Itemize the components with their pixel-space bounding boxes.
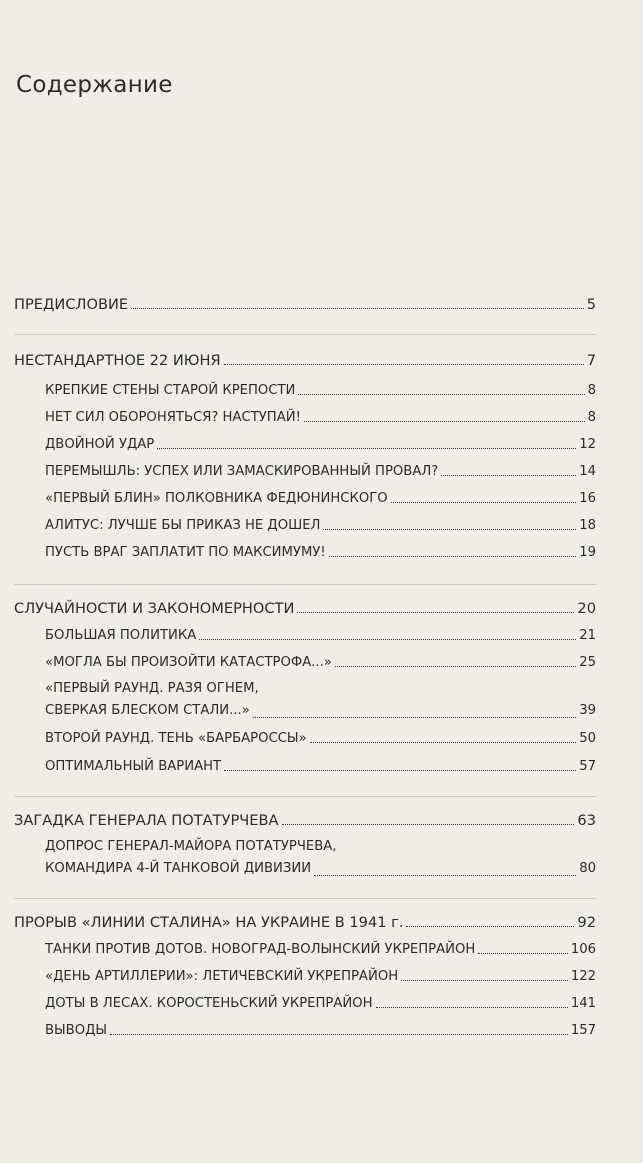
toc-label: ВТОРОЙ РАУНД. ТЕНЬ «БАРБАРОССЫ» [45,731,307,746]
toc-entry-section[interactable] [45,490,596,507]
leader-dots [157,448,576,449]
toc-entry-chapter[interactable] [14,352,596,369]
toc-entry-section[interactable] [45,463,596,480]
section-divider [14,334,596,335]
toc-page: 8 [587,410,596,425]
toc-label: КОМАНДИРА 4-Й ТАНКОВОЙ ДИВИЗИИ [45,861,312,876]
leader-dots [310,742,577,743]
leader-dots [314,875,576,876]
toc-entry-section[interactable] [45,654,596,671]
toc-entry-section[interactable] [45,544,596,561]
toc-page: 7 [586,352,596,369]
toc-page: 14 [579,464,596,479]
toc-label: ТАНКИ ПРОТИВ ДОТОВ. НОВОГРАД-ВОЛЫНСКИЙ УКРЕПРАЙОН [45,942,476,957]
toc-page: 50 [579,731,596,746]
toc-label: НЕТ СИЛ ОБОРОНЯТЬСЯ? НАСТУПАЙ! [45,410,301,425]
toc-entry-section[interactable] [45,758,596,775]
toc-label: ПЕРЕМЫШЛЬ: УСПЕХ ИЛИ ЗАМАСКИРОВАННЫЙ ПРОВАЛ? [45,464,439,479]
toc-label: «ДЕНЬ АРТИЛЛЕРИИ»: ЛЕТИЧЕВСКИЙ УКРЕПРАЙОН [45,969,399,984]
toc-label: СЛУЧАЙНОСТИ И ЗАКОНОМЕРНОСТИ [14,600,295,617]
toc-label: ДВОЙНОЙ УДАР [45,437,155,452]
section-divider [14,796,596,797]
leader-dots [401,980,568,981]
leader-dots [304,421,585,422]
leader-dots [376,1007,568,1008]
leader-dots [406,926,574,927]
toc-entry-section-multiline[interactable] [45,836,596,880]
toc-entry-chapter[interactable] [14,914,596,931]
leader-dots [335,666,576,667]
leader-dots [253,717,576,718]
leader-dots [110,1034,568,1035]
toc-entry-chapter[interactable] [14,600,596,617]
toc-entry-preface[interactable] [14,296,596,313]
toc-page: 8 [587,383,596,398]
toc-label: АЛИТУС: ЛУЧШЕ БЫ ПРИКАЗ НЕ ДОШЕЛ [45,518,321,533]
toc-page: 12 [579,437,596,452]
toc-label: СВЕРКАЯ БЛЕСКОМ СТАЛИ...» [45,703,250,718]
toc-page: 157 [570,1023,596,1038]
toc-page: 16 [579,491,596,506]
toc-label: ПРОРЫВ «ЛИНИИ СТАЛИНА» НА УКРАИНЕ В 1941 г. [14,914,404,931]
toc-label: ЗАГАДКА ГЕНЕРАЛА ПОТАТУРЧЕВА [14,812,279,829]
toc-label: ДОТЫ В ЛЕСАХ. КОРОСТЕНЬСКИЙ УКРЕПРАЙОН [45,996,373,1011]
leader-dots [478,953,568,954]
toc-page: 141 [570,996,596,1011]
leader-dots [391,502,577,503]
toc-label: НЕСТАНДАРТНОЕ 22 ИЮНЯ [14,352,221,369]
leader-dots [199,639,576,640]
toc-label-line1: ДОПРОС ГЕНЕРАЛ-МАЙОРА ПОТАТУРЧЕВА, [45,839,337,854]
toc-entry-section[interactable] [45,409,596,426]
toc-label: «МОГЛА БЫ ПРОИЗОЙТИ КАТАСТРОФА...» [45,655,332,670]
leader-dots [297,612,574,613]
toc-page: 20 [577,600,596,617]
toc-page: 5 [586,296,596,313]
toc-page: 19 [579,545,596,560]
toc-label: ПУСТЬ ВРАГ ЗАПЛАТИТ ПО МАКСИМУМУ! [45,545,326,560]
toc-page: 39 [579,703,596,718]
toc-label: ПРЕДИСЛОВИЕ [14,296,129,313]
toc-page: 21 [579,628,596,643]
toc-entry-section[interactable] [45,436,596,453]
section-divider [14,584,596,585]
toc-page: 63 [577,812,596,829]
section-divider [14,898,596,899]
leader-dots [329,556,577,557]
toc-label: «ПЕРВЫЙ БЛИН» ПОЛКОВНИКА ФЕДЮНИНСКОГО [45,491,388,506]
toc-entry-section[interactable] [45,941,596,958]
toc-label: КРЕПКИЕ СТЕНЫ СТАРОЙ КРЕПОСТИ [45,383,296,398]
leader-dots [323,529,576,530]
toc-page: 80 [579,861,596,876]
leader-dots [224,770,576,771]
toc-page: 57 [579,759,596,774]
leader-dots [298,394,584,395]
toc-entry-section-multiline[interactable] [45,678,596,722]
toc-page: 25 [579,655,596,670]
toc-page: 106 [570,942,596,957]
toc-entry-section[interactable] [45,1022,596,1039]
toc-label: ВЫВОДЫ [45,1023,108,1038]
leader-dots [224,364,584,365]
toc-page: 18 [579,518,596,533]
toc-entry-section[interactable] [45,968,596,985]
toc-entry-chapter[interactable] [14,812,596,829]
toc-page: 92 [577,914,596,931]
toc-entry-section[interactable] [45,627,596,644]
page-title: Содержание [16,72,173,98]
toc-label-line1: «ПЕРВЫЙ РАУНД. РАЗЯ ОГНЕМ, [45,681,259,696]
toc-label: БОЛЬШАЯ ПОЛИТИКА [45,628,197,643]
leader-dots [282,824,575,825]
toc-page: 122 [570,969,596,984]
toc-entry-section[interactable] [45,995,596,1012]
toc-label: ОПТИМАЛЬНЫЙ ВАРИАНТ [45,759,222,774]
toc-entry-section[interactable] [45,730,596,747]
leader-dots [131,308,584,309]
toc-entry-section[interactable] [45,382,596,399]
toc-entry-section[interactable] [45,517,596,534]
leader-dots [441,475,576,476]
